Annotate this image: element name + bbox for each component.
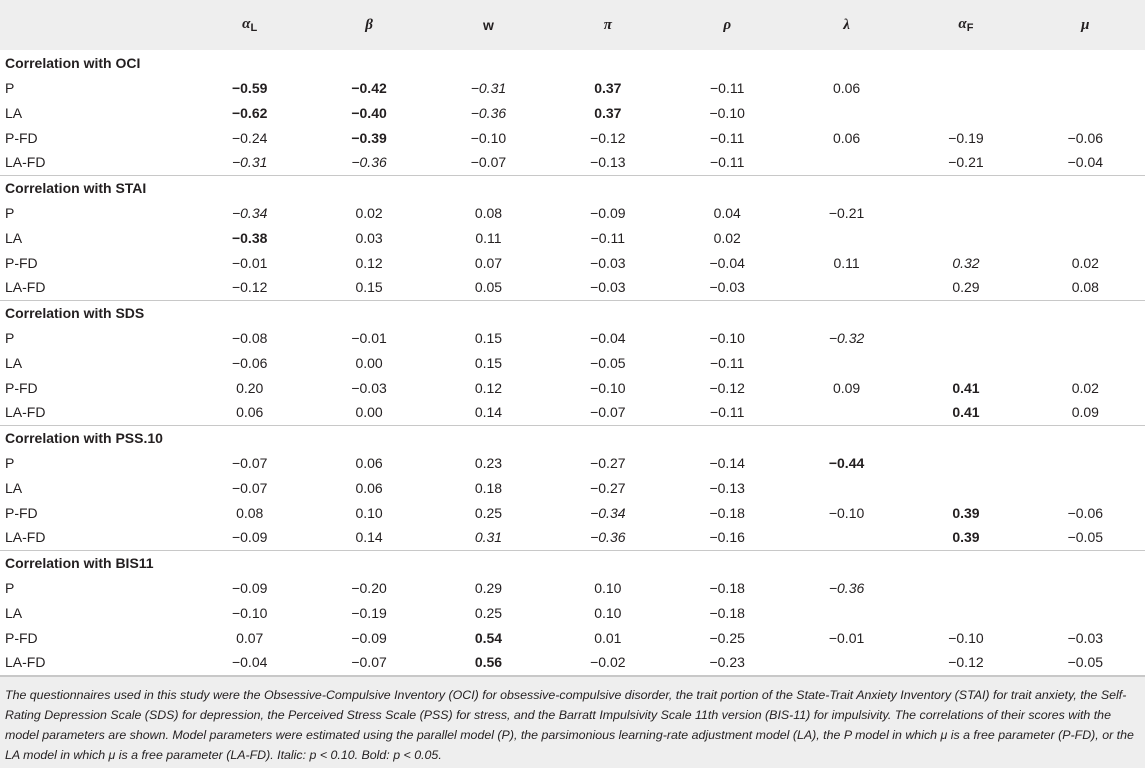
row-label: LA-FD [0, 150, 190, 175]
table-cell: 0.29 [906, 275, 1025, 300]
column-subscript: F [966, 22, 974, 34]
table-cell [1026, 325, 1145, 350]
column-header [190, 0, 309, 50]
table-cell: −0.59 [231, 79, 268, 96]
column-header [309, 0, 428, 50]
column-symbol: β [365, 16, 373, 33]
table-cell: 0.06 [355, 479, 383, 496]
column-symbol: λ [843, 16, 850, 33]
table-cell: 0.15 [309, 275, 428, 300]
table-cell: −0.04 [709, 254, 745, 271]
table-cell: −0.10 [231, 604, 268, 621]
table-cell: 0.14 [429, 400, 548, 425]
column-symbol: w [482, 17, 494, 33]
table-cell: −0.11 [668, 150, 787, 175]
table-cell: −0.06 [231, 354, 268, 371]
table-cell: −0.40 [351, 104, 387, 121]
table-cell: −0.25 [709, 629, 745, 646]
table-cell: −0.18 [709, 579, 745, 596]
table-row [0, 500, 1145, 525]
table-cell: −0.27 [590, 479, 626, 496]
table-cell: 0.02 [713, 229, 741, 246]
row-label: LA [5, 479, 23, 496]
group-header-row [0, 550, 1145, 575]
group-title: Correlation with STAI [5, 179, 147, 196]
table-cell: 0.41 [906, 400, 1025, 425]
table-cell: 0.02 [355, 204, 383, 221]
table-cell: −0.34 [231, 204, 268, 221]
table-cell: −0.10 [828, 504, 865, 521]
table-cell: −0.10 [948, 629, 984, 646]
column-header [1026, 0, 1145, 50]
row-label: LA-FD [0, 525, 190, 550]
table-cell: −0.42 [351, 79, 387, 96]
group-header-row [0, 50, 1145, 75]
row-label: P-FD [5, 254, 38, 271]
table-cell: 0.37 [594, 79, 622, 96]
table-cell [906, 575, 1025, 600]
column-symbol: μ [1081, 16, 1090, 33]
table-cell: −0.62 [231, 104, 268, 121]
table-cell: −0.07 [309, 650, 428, 675]
table-cell: 0.06 [190, 400, 309, 425]
table-cell: 0.09 [1026, 400, 1145, 425]
row-label: LA-FD [0, 400, 190, 425]
table-row [0, 650, 1145, 675]
table-cell: 0.39 [952, 504, 980, 521]
table-cell: 0.00 [355, 354, 383, 371]
table-cell: −0.19 [351, 604, 387, 621]
table-cell: −0.13 [548, 150, 667, 175]
table-cell: 0.07 [236, 629, 264, 646]
table-cell [1026, 100, 1145, 125]
table-cell: 0.05 [429, 275, 548, 300]
table-cell: 0.10 [355, 504, 383, 521]
table-cell [787, 150, 906, 175]
row-label: LA [5, 104, 23, 121]
table-cell [906, 325, 1025, 350]
group-title: Correlation with SDS [5, 304, 145, 321]
table-cell [787, 475, 906, 500]
column-header [668, 0, 787, 50]
table-cell: −0.04 [590, 329, 626, 346]
table-cell: −0.31 [470, 79, 507, 96]
table-cell: −0.32 [828, 329, 865, 346]
table-row [0, 275, 1145, 300]
row-label: P-FD [5, 379, 38, 396]
table-cell: −0.05 [590, 354, 626, 371]
table-cell: −0.11 [590, 229, 625, 246]
table-cell: 0.31 [429, 525, 548, 550]
table-cell: 0.09 [832, 379, 861, 396]
table-row [0, 475, 1145, 500]
table-row [0, 75, 1145, 100]
table-row [0, 200, 1145, 225]
row-label: LA [5, 229, 23, 246]
table-cell: −0.09 [190, 525, 309, 550]
table-cell: −0.23 [668, 650, 787, 675]
table-cell: −0.27 [590, 454, 626, 471]
table-cell [787, 400, 906, 425]
row-label: LA-FD [0, 650, 190, 675]
table-cell: −0.16 [668, 525, 787, 550]
table-cell: −0.03 [351, 379, 387, 396]
table-cell: −0.10 [470, 129, 507, 146]
table-cell [906, 350, 1025, 375]
table-cell: 0.01 [594, 629, 622, 646]
group-title: Correlation with PSS.10 [5, 429, 163, 446]
table-cell: −0.07 [429, 150, 548, 175]
table-cell: 0.25 [474, 604, 503, 621]
table-cell: 0.41 [952, 379, 980, 396]
table-cell [787, 525, 906, 550]
row-label: LA [5, 354, 23, 371]
table-cell [1026, 475, 1145, 500]
table-cell: −0.09 [590, 204, 626, 221]
table-cell: −0.14 [709, 454, 745, 471]
table-cell: −0.38 [231, 229, 268, 246]
table-cell: 0.06 [832, 129, 861, 146]
table-cell [906, 225, 1025, 250]
table-cell: −0.10 [709, 329, 745, 346]
table-cell: −0.13 [709, 479, 745, 496]
table-cell: −0.36 [548, 525, 667, 550]
table-cell: 0.37 [594, 104, 622, 121]
table-cell: 0.29 [474, 579, 503, 596]
header-row [0, 0, 1145, 50]
table-row [0, 600, 1145, 625]
row-label: P [5, 579, 15, 596]
table-cell: −0.12 [590, 129, 626, 146]
table-cell [787, 225, 906, 250]
table-row [0, 150, 1145, 175]
table-cell: −0.34 [590, 504, 626, 521]
table-cell [906, 200, 1025, 225]
table-cell: −0.07 [231, 454, 268, 471]
table-cell: 0.06 [832, 79, 861, 96]
table-cell: 0.00 [309, 400, 428, 425]
table-cell: 0.23 [474, 454, 503, 471]
table-cell: −0.39 [351, 129, 387, 146]
table-cell: 0.02 [1071, 254, 1099, 271]
table-cell [1026, 225, 1145, 250]
table-cell [906, 600, 1025, 625]
table-cell: −0.12 [190, 275, 309, 300]
table-cell: −0.31 [190, 150, 309, 175]
footnote-text: The questionnaires used in this study were the Obsessive-Compulsive Inventory (OCI) for obsessive-compulsive disorder, the trait portion of the State-Trait Anxiety Inventory (STAI) for trait anxiety, the Self-Rating Depression Scale (SDS) for depression, the Perceived Stress Scale (PSS) for stress, and the Barratt Impulsivity Scale 11th version (BIS-11) for impulsivity. The correlations of their scores with the model parameters are shown. Model parameters were estimated using the parallel model (P), the parsimonious learning-rate adjustment model (LA), the P model in which μ is a free parameter (P-FD), or the LA model in which μ is a free parameter (LA-FD). Italic: p < 0.10. Bold: p < 0.05. [5, 687, 1134, 762]
group-title: Correlation with OCI [5, 54, 141, 71]
table-cell: −0.06 [1067, 504, 1104, 521]
table-cell: −0.07 [548, 400, 667, 425]
table-cell [1026, 575, 1145, 600]
table-row [0, 325, 1145, 350]
table-cell [787, 350, 906, 375]
table-cell [1026, 200, 1145, 225]
table-cell: 0.04 [713, 204, 741, 221]
row-label: LA [5, 604, 23, 621]
row-label: P [5, 329, 15, 346]
table-row [0, 375, 1145, 400]
table-cell: −0.04 [1026, 150, 1145, 175]
table-cell [906, 475, 1025, 500]
group-header-row [0, 425, 1145, 450]
table-cell: −0.11 [709, 354, 745, 371]
table-cell: 0.11 [475, 229, 502, 246]
table-row [0, 575, 1145, 600]
table-cell: −0.09 [231, 579, 268, 596]
table-cell: 0.10 [594, 604, 622, 621]
row-label: LA-FD [0, 275, 190, 300]
table-cell: −0.36 [309, 150, 428, 175]
table-cell: −0.19 [948, 129, 984, 146]
table-cell [1026, 350, 1145, 375]
table-cell: 0.07 [474, 254, 503, 271]
table-cell: −0.03 [668, 275, 787, 300]
row-label: P-FD [5, 504, 38, 521]
table-cell: 0.56 [429, 650, 548, 675]
table-row [0, 625, 1145, 650]
table-cell: −0.04 [190, 650, 309, 675]
table-cell: −0.11 [668, 400, 787, 425]
table-cell: −0.03 [590, 254, 626, 271]
row-label: P [5, 79, 15, 96]
table-cell: −0.03 [548, 275, 667, 300]
table-cell [906, 100, 1025, 125]
table-cell: −0.10 [709, 104, 745, 121]
header-corner [0, 0, 190, 50]
table-cell: −0.11 [709, 129, 745, 146]
table-cell: −0.01 [828, 629, 865, 646]
table-cell: 0.12 [355, 254, 383, 271]
table-cell [1026, 600, 1145, 625]
table-cell: −0.10 [590, 379, 626, 396]
row-label: P-FD [5, 629, 38, 646]
table-cell: −0.06 [1067, 129, 1104, 146]
table-cell: 0.14 [309, 525, 428, 550]
column-header [548, 0, 667, 50]
column-symbol: α [242, 16, 251, 32]
table-cell [787, 600, 906, 625]
table-cell: 0.54 [474, 629, 503, 646]
table-cell [906, 75, 1025, 100]
table-cell: −0.36 [470, 104, 507, 121]
table-row [0, 400, 1145, 425]
table-cell: 0.15 [474, 354, 503, 371]
table-cell: 0.10 [594, 579, 622, 596]
table-cell: −0.09 [351, 629, 387, 646]
table-row [0, 125, 1145, 150]
row-label: P [5, 454, 15, 471]
row-label: P [5, 204, 15, 221]
table-row [0, 100, 1145, 125]
table-cell: −0.24 [231, 129, 268, 146]
table-cell: −0.01 [231, 254, 268, 271]
table-cell: 0.08 [236, 504, 264, 521]
column-subscript: L [250, 22, 258, 34]
table-cell [906, 450, 1025, 475]
table-cell: −0.08 [231, 329, 268, 346]
row-label: P-FD [5, 129, 38, 146]
table-row [0, 525, 1145, 550]
table-cell: 0.11 [833, 254, 860, 271]
table-cell: −0.01 [351, 329, 387, 346]
table-cell: 0.08 [474, 204, 503, 221]
table-cell: 0.03 [355, 229, 383, 246]
table-cell: −0.18 [709, 504, 745, 521]
table-row [0, 225, 1145, 250]
table-cell: −0.18 [709, 604, 745, 621]
table-cell: 0.39 [906, 525, 1025, 550]
table-cell: −0.11 [709, 79, 745, 96]
column-header [906, 0, 1025, 50]
table-cell: −0.05 [1026, 650, 1145, 675]
table-cell: 0.15 [474, 329, 503, 346]
table-cell [1026, 450, 1145, 475]
column-symbol: α [958, 16, 967, 32]
table-cell: 0.32 [952, 254, 980, 271]
table-cell: −0.02 [548, 650, 667, 675]
group-title: Correlation with BIS11 [5, 554, 154, 571]
table-cell: −0.44 [828, 454, 865, 471]
table-cell [787, 275, 906, 300]
table-cell: −0.36 [828, 579, 865, 596]
table-cell: −0.03 [1067, 629, 1104, 646]
table-cell: −0.12 [906, 650, 1025, 675]
table-cell: −0.20 [351, 579, 387, 596]
table-cell: −0.07 [231, 479, 268, 496]
group-header-row [0, 300, 1145, 325]
table-cell: −0.21 [828, 204, 865, 221]
table-cell [787, 650, 906, 675]
table-cell: 0.25 [474, 504, 503, 521]
table-cell: −0.05 [1026, 525, 1145, 550]
group-header-row [0, 175, 1145, 200]
table-row [0, 250, 1145, 275]
column-header [429, 0, 548, 50]
table-body [0, 50, 1145, 675]
table-cell [1026, 75, 1145, 100]
table-row [0, 350, 1145, 375]
table-cell: 0.12 [474, 379, 503, 396]
column-symbol: π [603, 16, 612, 33]
column-header [787, 0, 906, 50]
table-cell: 0.20 [236, 379, 264, 396]
table-cell: 0.06 [355, 454, 383, 471]
table-cell: 0.18 [474, 479, 503, 496]
table-cell: −0.21 [906, 150, 1025, 175]
table-cell [787, 100, 906, 125]
table-row [0, 450, 1145, 475]
column-symbol: ρ [723, 16, 732, 33]
table-cell: −0.12 [709, 379, 745, 396]
table-footnote [0, 676, 1145, 768]
table-cell: 0.02 [1071, 379, 1099, 396]
table-cell: 0.08 [1026, 275, 1145, 300]
